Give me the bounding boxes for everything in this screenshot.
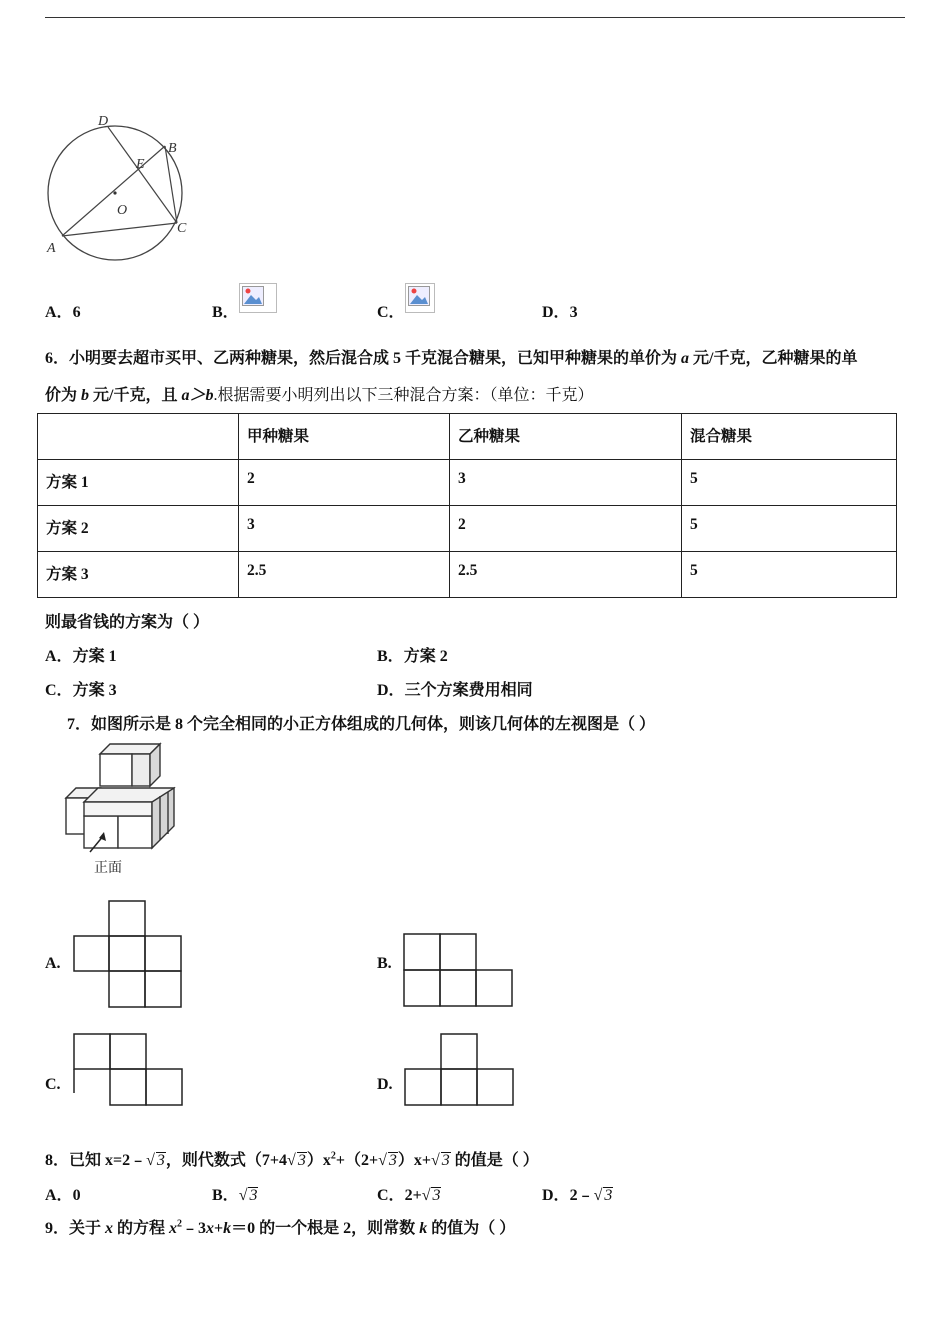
label-C: C bbox=[177, 221, 187, 236]
table-cell: 3 bbox=[450, 460, 682, 506]
table-cell: 5 bbox=[682, 506, 897, 552]
q6-stem-line2: 价为 b 元/千克，且 a＞b.根据需要小明列出以下三种混合方案：（单位：千克） bbox=[45, 387, 594, 404]
q8-option-b[interactable]: B．√ 3 bbox=[212, 1187, 258, 1204]
q7-option-a-figure[interactable] bbox=[73, 900, 185, 1010]
q8-option-c[interactable]: C．2+√ 3 bbox=[377, 1187, 441, 1204]
label-B: B bbox=[168, 141, 177, 156]
q8-option-d[interactable]: D．2﹣√ 3 bbox=[542, 1187, 613, 1204]
q7-option-a-letter[interactable]: A. bbox=[45, 955, 61, 972]
front-label: 正面 bbox=[94, 860, 122, 876]
q6-question: 则最省钱的方案为（ ） bbox=[45, 614, 210, 631]
chord-BC bbox=[165, 146, 177, 223]
q6-option-d[interactable]: D．三个方案费用相同 bbox=[377, 682, 533, 699]
table-row bbox=[38, 460, 897, 506]
q7-stem: 7．如图所示是 8 个完全相同的小正方体组成的几何体，则该几何体的左视图是（ ） bbox=[67, 716, 656, 733]
q6-stem-line1: 6．小明要去超市买甲、乙两种糖果，然后混合成 5 千克混合糖果，已知甲种糖果的单价为 a 元/千克，乙种糖果的单 bbox=[45, 350, 858, 367]
table-cell: 5 bbox=[682, 460, 897, 506]
table-cell: 2.5 bbox=[239, 552, 450, 598]
cube-solid-figure bbox=[64, 740, 184, 880]
q7-option-c-letter[interactable]: C. bbox=[45, 1076, 61, 1093]
q8-stem: 8．已知 x=2﹣√ 3，则代数式（7+4√ $3)x^2+(2+√$ 3）x+√ 3 的值是（ ） bbox=[45, 1150, 539, 1169]
table-header-row bbox=[38, 414, 897, 460]
circle-figure bbox=[40, 105, 200, 265]
q8-option-a[interactable]: A．0 bbox=[45, 1187, 81, 1204]
center-dot bbox=[113, 191, 116, 194]
table-header-cell: 甲种糖果 bbox=[239, 414, 450, 460]
table-cell: 3 bbox=[239, 506, 450, 552]
header-rule bbox=[45, 17, 905, 18]
q5-option-b[interactable]: B． bbox=[212, 304, 239, 321]
chord-AB bbox=[62, 146, 165, 236]
label-D: D bbox=[98, 114, 109, 129]
q7-option-d-figure[interactable] bbox=[403, 1033, 515, 1109]
label-E: E bbox=[136, 157, 145, 172]
q5-option-d[interactable]: D．3 bbox=[542, 304, 578, 321]
q6-option-c[interactable]: C．方案 3 bbox=[45, 682, 117, 699]
table-header-cell: 乙种糖果 bbox=[450, 414, 682, 460]
table-cell: 方案 2 bbox=[38, 506, 239, 552]
q7-option-b-figure[interactable] bbox=[403, 933, 515, 1009]
broken-image-icon bbox=[239, 283, 277, 313]
q7-option-c-figure[interactable] bbox=[73, 1033, 185, 1109]
plans-table bbox=[37, 413, 897, 598]
q9-stem: 9．关于 x 的方程 $x^2﹣3x+k=0$ 的一个根是 2，则常数 k 的值为（ ） bbox=[45, 1218, 516, 1237]
broken-image-icon bbox=[405, 283, 435, 313]
label-O: O bbox=[117, 203, 128, 218]
table-cell: 2.5 bbox=[450, 552, 682, 598]
q6-option-a[interactable]: A．方案 1 bbox=[45, 648, 117, 665]
table-row bbox=[38, 552, 897, 598]
table-cell: 2 bbox=[450, 506, 682, 552]
table-cell: 方案 1 bbox=[38, 460, 239, 506]
chord-AC bbox=[62, 223, 177, 236]
q6-option-b[interactable]: B．方案 2 bbox=[377, 648, 448, 665]
label-A: A bbox=[47, 241, 56, 256]
q5-option-c[interactable]: C． bbox=[377, 304, 405, 321]
q7-option-d-letter[interactable]: D. bbox=[377, 1076, 393, 1093]
table-cell: 5 bbox=[682, 552, 897, 598]
table-row bbox=[38, 506, 897, 552]
table-header-cell: 混合糖果 bbox=[682, 414, 897, 460]
table-cell: 2 bbox=[239, 460, 450, 506]
table-cell: 方案 3 bbox=[38, 552, 239, 598]
q5-option-a[interactable]: A．6 bbox=[45, 304, 81, 321]
table-header-cell bbox=[38, 414, 239, 460]
q7-option-b-letter[interactable]: B. bbox=[377, 955, 392, 972]
